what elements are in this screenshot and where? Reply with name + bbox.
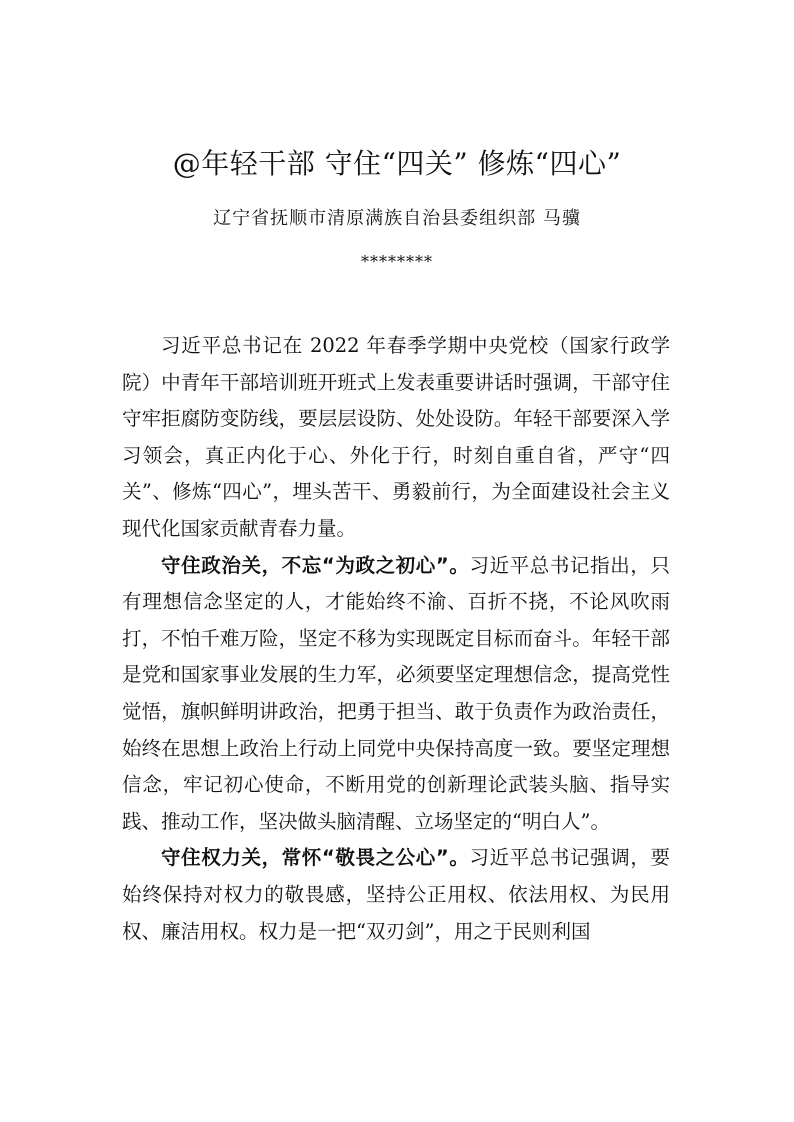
author-line: 辽宁省抚顺市清原满族自治县委组织部 马骥 xyxy=(213,208,581,229)
paragraph-text: 习近平总书记指出，只有理想信念坚定的人，才能始终不渝、百折不挠，不论风吹雨打，不怕千难万险，坚定不移为实现既定目标而奋斗。年轻干部是党和国家事业发展的生力军，必须要坚定理想信念，提高党性觉悟，旗帜鲜明讲政治，把勇于担当、敢于负责作为政治责任，始终在思想上政治上行动上同党中央保持高度一致。要坚定理想信念，牢记初心使命，不断用党的创新理论武装头脑、指导实践、推动工作，坚决做头脑清醒、立场坚定的“明白人”。 xyxy=(122,553,670,833)
separator: ******** xyxy=(361,252,433,271)
paragraph-political xyxy=(122,548,670,841)
paragraph-text: 习近平总书记强调，要始终保持对权力的敬畏感，坚持公正用权、依法用权、为民用权、廉洁用权。权力是一把“双刃剑”，用之于民则利国 xyxy=(122,846,670,943)
paragraph-power xyxy=(122,840,670,950)
paragraph-intro xyxy=(122,328,670,548)
paragraph-lead: 守住政治关，不忘“为政之初心”。 xyxy=(161,553,470,577)
document-title: @年轻干部 守住“四关” 修炼“四心” xyxy=(172,147,622,180)
paragraph-text: 习近平总书记在 2022 年春季学期中央党校（国家行政学院）中青年干部培训班开班式上发表重要讲话时强调，干部守住守牢拒腐防变防线，要层层设防、处处设防。年轻干部要深入学习领会，真正内化于心、外化于行，时刻自重自省，严守“四关”、修炼“四心”，埋头苦干、勇毅前行，为全面建设社会主义现代化国家贡献青春力量。 xyxy=(122,334,670,540)
paragraph-lead: 守住权力关，常怀“敬畏之公心”。 xyxy=(161,846,470,870)
document-body xyxy=(122,328,670,950)
